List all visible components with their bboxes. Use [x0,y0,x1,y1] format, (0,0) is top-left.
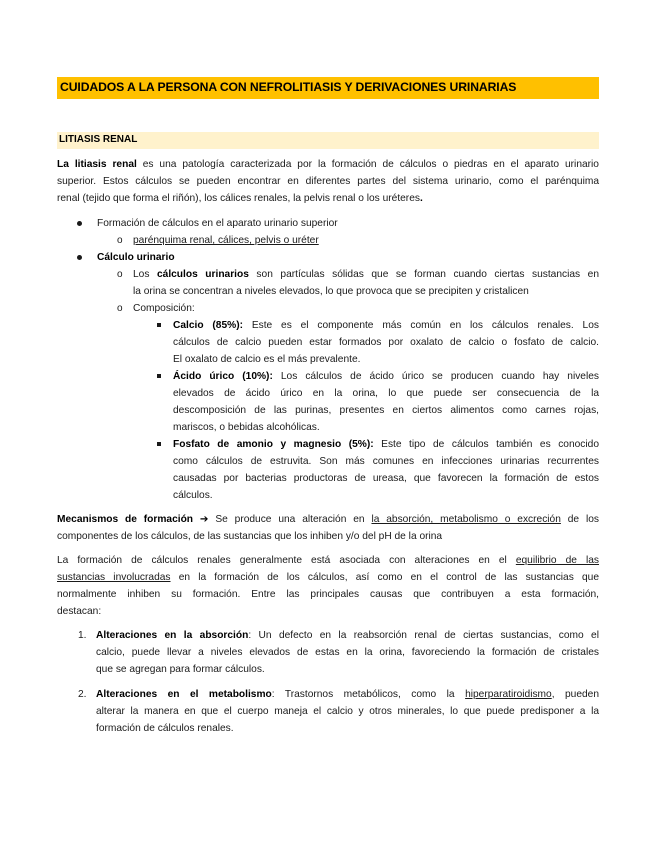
text-span: Se produce una alteración en [208,514,372,525]
calcio-line-2: cálculos de calcio pueden estar formados por oxalato de calcio o fosfato de calcio. [173,337,599,348]
intro-term: La litiasis renal [57,159,137,170]
numbered-2-label: Alteraciones en el metabolismo [96,689,272,700]
text-span: La formación de cálculos renales generalmente está asociada con alteraciones en el [57,555,516,566]
bullet-dot [77,255,82,260]
list-number: 2. [78,689,87,700]
fosfato-line-3: causadas por bacterias productoras de ureasa, que favorecen la formación de estos [173,473,599,484]
numbered-1-line-3: que se agregan para formar cálculos. [96,664,265,675]
underlined-text: hiperparatiroidismo [465,689,552,700]
term-calculos-urinarios: cálculos urinarios [156,269,249,280]
bullet-2-sub-1-line-2: la orina se concentran a niveles elevados, lo que provoca que se precipiten y cristalicen [133,286,529,297]
underlined-text: sustancias involucradas [57,572,171,583]
section-heading: LITIASIS RENAL [59,134,138,145]
bullet-1-sub-text: parénquima renal, cálices, pelvis o uréter [133,235,319,246]
document-title-bar [57,77,599,99]
numbered-2-line-2: alterar la manera en que el cuerpo maneja el calcio y otros minerales, lo que puede predisponer a la [96,706,599,717]
text-span: Este es el componente más común en los cálculos renales. Los [242,320,599,331]
text-span: Este tipo de cálculos también es conocido [373,439,599,450]
bullet-dot [77,221,82,226]
text-span: en la formación de los cálculos, así como en el control de las sustancias que [170,572,599,583]
bullet-1-text: Formación de cálculos en el aparato urinario superior [97,218,338,229]
mechanisms-label: Mecanismos de formación [57,514,194,525]
numbered-1-line-2: calcio, puede llevar a niveles elevados de estas en la orina, favoreciendo la formación de cristales [96,647,599,658]
bullet-2-sub-2-text: Composición: [133,303,195,314]
numbered-2-line-3: formación de cálculos renales. [96,723,234,734]
text-span: , pueden [551,689,600,700]
sub-bullet-circle: o [117,235,123,246]
list-number: 1. [78,630,87,641]
sub-bullet-circle: o [117,303,123,314]
text-span: son partículas sólidas que se forman cuando ciertas sustancias en [248,269,599,280]
acido-urico-line-3: descomposición de las purinas, presentes en ciertos alimentos como carnes rojas, [173,405,599,416]
document-title: CUIDADOS A LA PERSONA CON NEFROLITIASIS Y DERIVACIONES URINARIAS [60,80,517,94]
section-heading-bar [57,132,599,149]
para2-line-4: destacan: [57,606,102,617]
underlined-text: equilibrio de las [515,555,600,566]
acido-urico-label: Ácido úrico (10%): [173,371,273,382]
para2-line-3: normalmente inhiben su formación. Entre las principales causas que contribuyen a esta formación, [57,589,599,600]
fosfato-label: Fosfato de amonio y magnesio (5%): [173,439,374,450]
numbered-1-label: Alteraciones en la absorción [96,630,249,641]
intro-line-3 [57,190,423,207]
underlined-text: la absorción, metabolismo o excreción [371,514,561,525]
intro-text-end: renal (tejido que forma el riñón), los cálices renales, la pelvis renal o los uréteres [57,193,420,204]
text-span: de los [560,514,599,525]
intro-period: . [419,193,423,204]
text-span: Los cálculos de ácido úrico se producen cuando hay niveles [272,371,599,382]
square-bullet [157,374,161,378]
mechanisms-line-2: componentes de los cálculos, de las sustancias que los inhiben y/o del pH de la orina [57,531,443,542]
sub-bullet-circle: o [117,269,123,280]
intro-line-2: superior. Estos cálculos se pueden encontrar en diferentes partes del sistema urinario, como el parénquima [57,176,599,187]
text-span: Los [133,269,157,280]
fosfato-line-4: cálculos. [173,490,213,501]
acido-urico-line-2: elevados de ácido úrico en la orina, lo que puede ser consecuencia de la [173,388,599,399]
calcio-label: Calcio (85%): [173,320,243,331]
text-span: : Trastornos metabólicos, como la [271,689,466,700]
acido-urico-line-4: mariscos, o bebidas alcohólicas. [173,422,320,433]
square-bullet [157,442,161,446]
calcio-line-3: El oxalato de calcio es el más prevalente. [173,354,361,365]
square-bullet [157,323,161,327]
fosfato-line-2: como cálculos de estruvita. Son más comunes en infecciones urinarias recurrentes [173,456,599,467]
text-span: : Un defecto en la reabsorción renal de ciertas sustancias, como el [248,630,599,641]
arrow-right-icon: ➔ [199,514,209,525]
intro-text: es una patología caracterizada por la formación de cálculos o piedras en el aparato urinario [136,159,599,170]
bullet-2-text: Cálculo urinario [97,252,175,263]
